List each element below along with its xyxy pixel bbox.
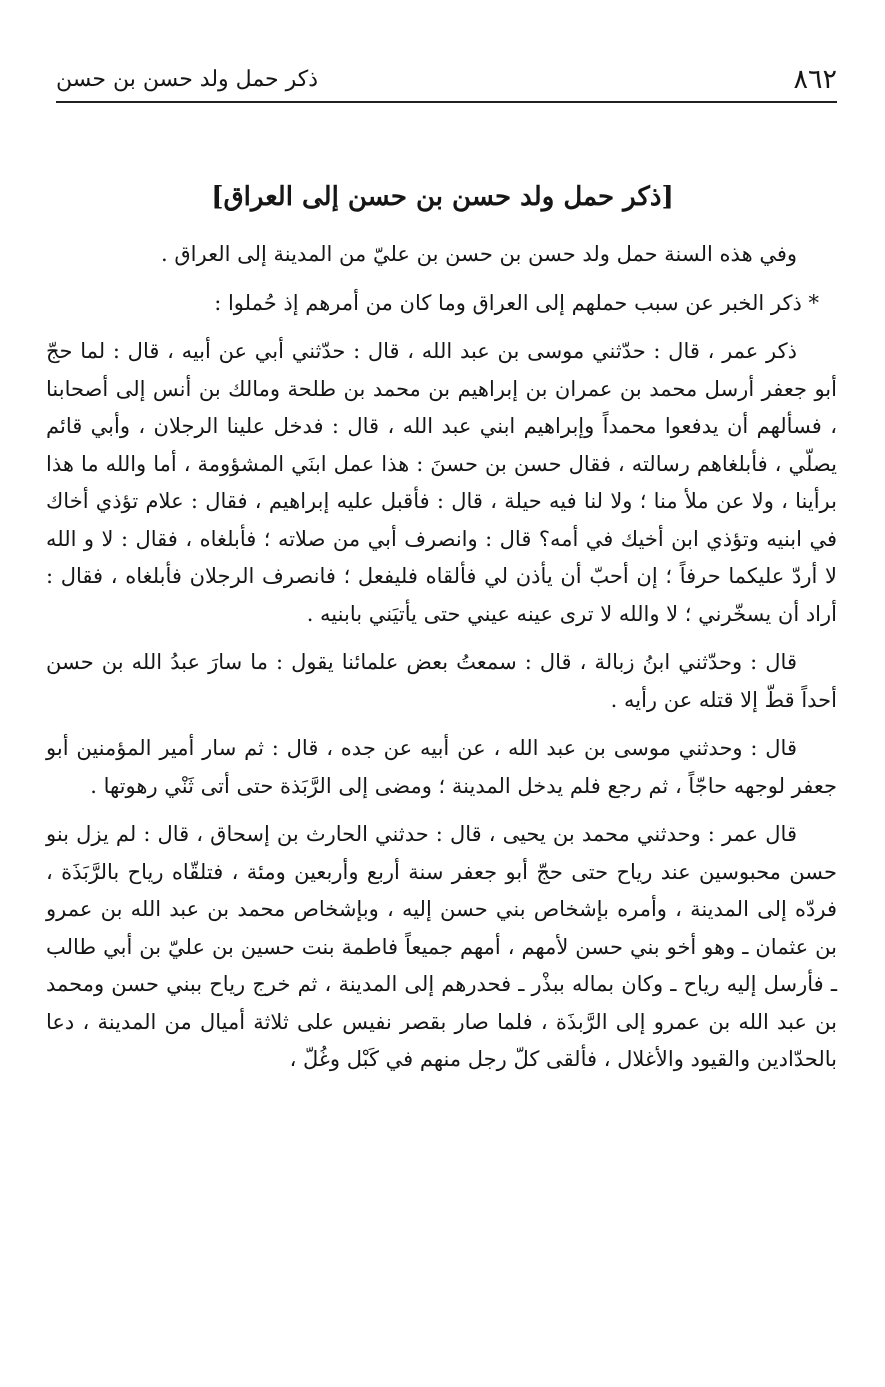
paragraph-intro: وفي هذه السنة حمل ولد حسن بن حسن بن عليّ من المدينة إلى العراق . (161, 242, 797, 266)
paragraph-narration-2: قال : وحدّثني ابنُ زبالة ، قال : سمعتُ بعض علمائنا يقول : ما سارَ عبدُ الله بن حسن أحداً قطّ إلا قتله عن رأيه . (46, 650, 837, 712)
page-number: ٨٦٢ (793, 64, 837, 95)
running-title: ذكر حمل ولد حسن بن حسن (56, 67, 319, 92)
paragraph-note: * ذكر الخبر عن سبب حملهم إلى العراق وما كان من أمرهم إذ حُملوا : (214, 290, 819, 315)
paragraph-narration-1: ذكر عمر ، قال : حدّثني موسى بن عبد الله ، قال : حدّثني أبي عن أبيه ، قال : لما حجّ أبو جعفر أرسل محمد بن عمران بن إبراهيم بن محمد بن طلحة ومالك بن أنس إلى أصحابنا ، فسألهم أن يدفعوا محمداً وإبراهيم ابني عبد الله ، قال : فدخل علينا الرجلان ، وأبي قائم يصلّي ، فأبلغاهم رسالته ، فقال حسن بن حسنَ : هذا عمل ابنَي المشؤومة ، أما والله ما هذا برأينا ، ولا عن ملأ منا ؛ ولا لنا فيه حيلة ، قال : فأقبل عليه إبراهيم ، فقال : علام تؤذي أخاك في ابنيه وتؤذي ابن أخيك في أمه؟ قال : وانصرف أبي من صلاته ؛ فأبلغاه ، فقال : لا و الله لا أردّ عليكما حرفاً ؛ إن أحبّ أن يأذن لي فألقاه فليفعل ؛ فانصرف الرجلان فأبلغاه ، فقال : أراد أن يسخّرني ؛ لا والله لا ترى عينه عيني حتى يأتيَني بابنيه . (46, 339, 838, 626)
paragraph-narration-4: قال عمر : وحدثني محمد بن يحيى ، قال : حدثني الحارث بن إسحاق ، قال : لم يزل بنو حسن محبوسين عند رياح حتى حجّ أبو جعفر سنة أربع وأربعين ومئة ، فتلقّاه رياح بالرَّبَذَة ، فردّه إلى المدينة ، وأمره بإشخاص بني حسن إليه ، وبإشخاص محمد بن عبد الله بن عمرو بن عثمان ـ وهو أخو بني حسن لأمهم ، أمهم جميعاً فاطمة بنت حسين بن عليّ بن أبي طالب ـ فأرسل إليه رياح ـ وكان بماله ببذْر ـ فحدرهم إلى المدينة ، ثم خرج رياح ببني حسن ومحمد بن عبد الله بن عمرو إلى الرَّبذَة ، فلما صار بقصر نفيس على ثلاثة أميال من المدينة ، دعا بالحدّادين والقيود والأغلال ، فألقى كلّ رجل منهم في كَبْل وغُلّ ، (46, 822, 837, 1071)
section-heading: [ذكر حمل ولد حسن بن حسن إلى العراق] (211, 182, 674, 212)
body-text (46, 236, 837, 1090)
header-rule (56, 101, 837, 103)
running-head (56, 58, 837, 102)
paragraph-narration-3: قال : وحدثني موسى بن عبد الله ، عن أبيه عن جده ، قال : ثم سار أمير المؤمنين أبو جعفر لوجهه حاجّاً ، ثم رجع فلم يدخل المدينة ؛ ومضى إلى الرَّبَذة حتى أتى ثَنْي رهوتها . (46, 736, 837, 798)
